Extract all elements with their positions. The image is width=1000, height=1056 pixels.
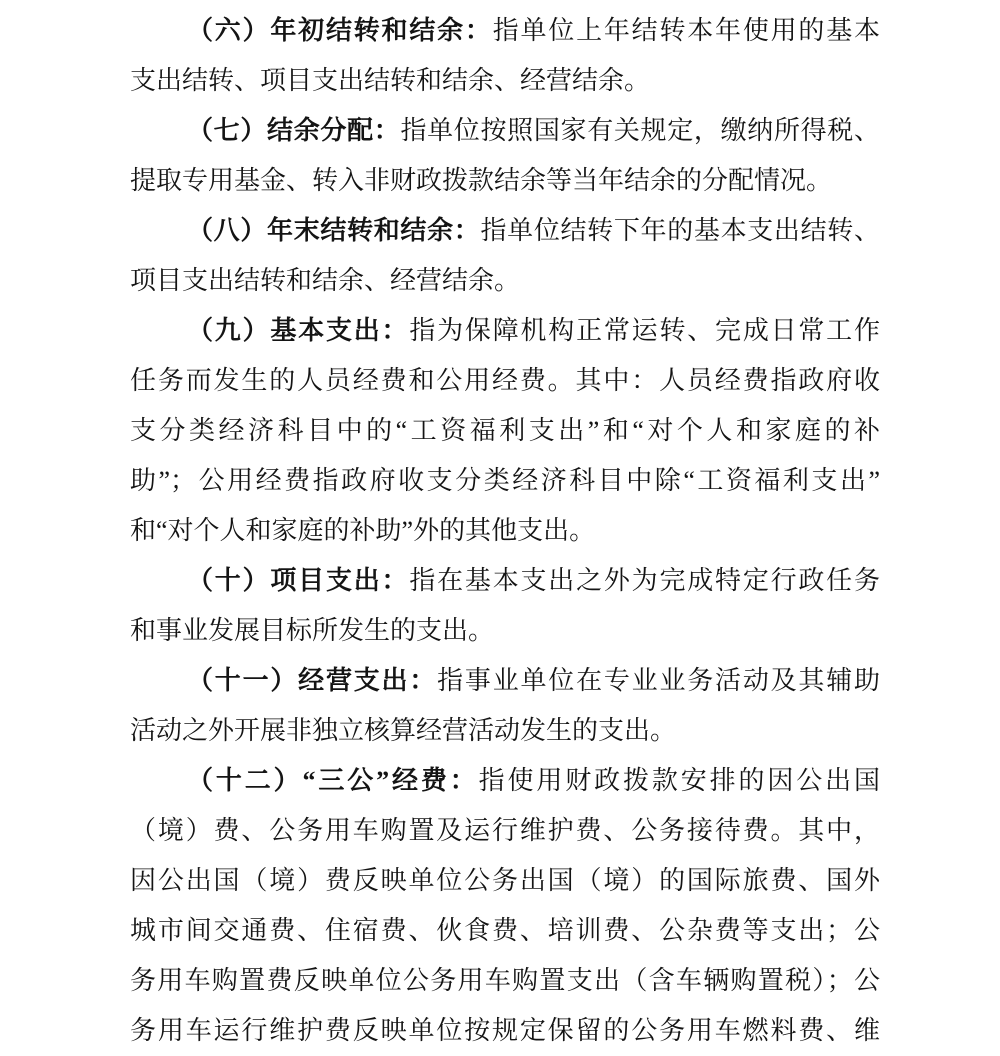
text-line [130, 206, 880, 256]
text-segment: 项目支出结转和结余、经营结余。 [130, 266, 521, 295]
text-segment: 和“对个人和家庭的补助”外的其他支出。 [130, 516, 596, 545]
document-page [130, 6, 880, 1056]
text-line [130, 356, 880, 406]
text-segment: 指使用财政拨款安排的因公出国 [478, 766, 880, 795]
text-line [130, 956, 880, 1006]
text-line [130, 606, 880, 656]
text-segment: 指单位结转下年的基本支出结转、 [480, 216, 880, 245]
text-segment: 支出结转、项目支出结转和结余、经营结余。 [130, 66, 651, 95]
text-segment: 指单位按照国家有关规定，缴纳所得税、 [400, 116, 880, 145]
paragraph-item-11 [130, 656, 880, 756]
text-line [130, 806, 880, 856]
paragraph-item-9 [130, 306, 880, 556]
text-segment: 支分类经济科目中的“工资福利支出”和“对个人和家庭的补 [130, 416, 880, 445]
text-line [130, 6, 880, 56]
text-line [130, 1006, 880, 1056]
text-segment: 任务而发生的人员经费和公用经费。其中：人员经费指政府收 [130, 366, 880, 395]
text-line [130, 506, 880, 556]
term-heading: （十）项目支出： [187, 566, 410, 595]
term-heading: （六）年初结转和结余： [187, 16, 493, 45]
text-segment: 指事业单位在专业业务活动及其辅助 [437, 666, 880, 695]
text-line [130, 106, 880, 156]
term-heading: （九）基本支出： [187, 316, 410, 345]
text-line [130, 256, 880, 306]
text-segment: （境）费、公务用车购置及运行维护费、公务接待费。其中， [130, 816, 880, 845]
text-line [130, 906, 880, 956]
text-segment: 指为保障机构正常运转、完成日常工作 [409, 316, 880, 345]
text-segment: 提取专用基金、转入非财政拨款结余等当年结余的分配情况。 [130, 166, 833, 195]
text-segment: 指单位上年结转本年使用的基本 [492, 16, 880, 45]
term-heading: （十二）“三公”经费： [187, 766, 479, 795]
paragraph-item-6 [130, 6, 880, 106]
text-segment: 指在基本支出之外为完成特定行政任务 [409, 566, 880, 595]
text-line [130, 706, 880, 756]
paragraph-item-8 [130, 206, 880, 306]
text-segment: 和事业发展目标所发生的支出。 [130, 616, 495, 645]
text-line [130, 156, 880, 206]
paragraph-item-7 [130, 106, 880, 206]
text-segment: 务用车购置费反映单位公务用车购置支出（含车辆购置税）；公 [130, 966, 880, 995]
paragraph-item-10 [130, 556, 880, 656]
term-heading: （十一）经营支出： [187, 666, 438, 695]
text-line [130, 306, 880, 356]
text-segment: 因公出国（境）费反映单位公务出国（境）的国际旅费、国外 [130, 866, 880, 895]
text-segment: 务用车运行维护费反映单位按规定保留的公务用车燃料费、维 [130, 1016, 880, 1045]
term-heading: （八）年末结转和结余： [187, 216, 481, 245]
text-line [130, 656, 880, 706]
text-line [130, 756, 880, 806]
text-line [130, 456, 880, 506]
text-segment: 城市间交通费、住宿费、伙食费、培训费、公杂费等支出；公 [130, 916, 880, 945]
text-segment: 活动之外开展非独立核算经营活动发生的支出。 [130, 716, 677, 745]
paragraph-item-12 [130, 756, 880, 1056]
text-line [130, 856, 880, 906]
text-line [130, 56, 880, 106]
text-segment: 助”；公用经费指政府收支分类经济科目中除“工资福利支出” [130, 466, 880, 495]
text-line [130, 406, 880, 456]
term-heading: （七）结余分配： [187, 116, 401, 145]
text-line [130, 556, 880, 606]
